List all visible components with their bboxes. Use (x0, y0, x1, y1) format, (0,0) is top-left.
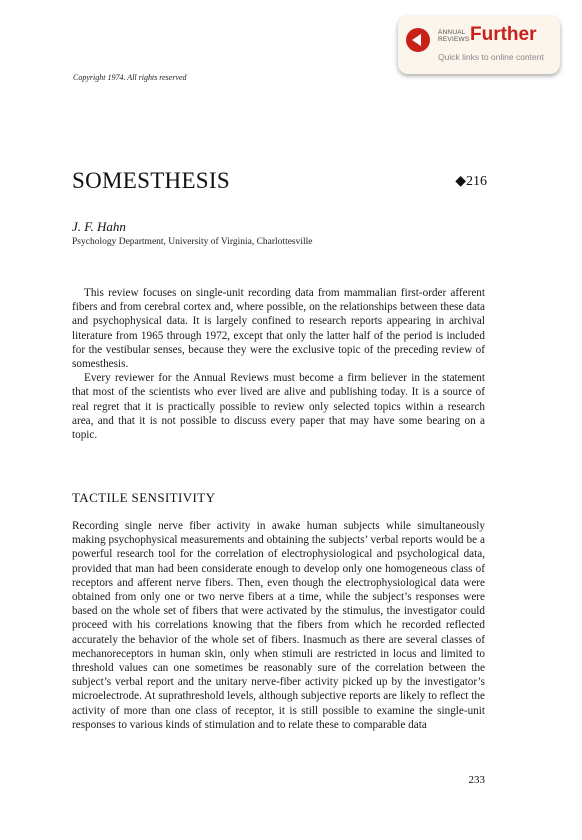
author-affiliation: Psychology Department, University of Virginia, Charlottesville (72, 237, 313, 247)
page-number: 233 (468, 774, 485, 786)
author-name: J. F. Hahn (72, 219, 126, 234)
section-paragraph: Recording single nerve fiber activity in awake human subjects while simultaneously making psychophysical measurements and obtaining the subjects’ verbal reports would be a powerful research tool for the correlation of electrophysiological and psychological data, provided that man had been considerate enough to develop only one homogeneous class of receptors and afferent nerve fibers. Then, even though the electrophysiological data were obtained from only one or two nerve fibers at a time, while the subject’s responses were based on the whole set of fibers that were activated by the stimulus, the investigator could proceed with his correlations knowing that the fibers from which he recorded reflected accurately the behavior of the whole set of fibers. Inasmuch as there are several classes of mechanoreceptors in human skin, only when stimuli are restricted in locus and limited to threshold values can one sometimes be reasonably sure of the correlation between the subject’s verbal report and the unitary nerve-fiber activity picked up by the investigator’s microelectrode. At suprathreshold levels, although subjective reports are likely to reflect the activity of more than one class of receptor, it is still possible to examine the single-unit responses to various kinds of stimulation and to relate these to comparable data (72, 520, 485, 731)
badge-subtitle: Quick links to online content (438, 52, 544, 62)
intro-paragraph: Every reviewer for the Annual Reviews must become a firm believer in the statement that most of the scientists who ever lived are alive and publishing today. It is a source of real regret that it is practically possible to review only selected topics within a research area, and that it is not possible to discuss every paper that may have some bearing on a topic. (72, 372, 485, 442)
section-text (72, 519, 485, 732)
further-link-badge[interactable] (398, 16, 560, 74)
intro-text (72, 286, 485, 442)
intro-paragraph: This review focuses on single-unit recording data from mammalian first-order afferent fibers and from cerebral cortex and, where possible, on the relationships between these data and psychophysical data. It is largely confined to research reports appearing in archival literature from 1965 through 1972, except that only the latter half of the period is included for the vestibular senses, because they were the exclusive topic of the preceding review of somesthesis. (72, 287, 485, 371)
section-heading: TACTILE SENSITIVITY (72, 490, 216, 505)
article-number: ◆216 (455, 174, 487, 189)
badge-publisher: ANNUAL REVIEWS (438, 29, 470, 43)
copyright-notice: Copyright 1974. All rights reserved (73, 73, 187, 82)
article-title: SOMESTHESIS (72, 168, 230, 193)
badge-word: Further (470, 24, 537, 45)
arrow-left-icon (406, 28, 430, 52)
